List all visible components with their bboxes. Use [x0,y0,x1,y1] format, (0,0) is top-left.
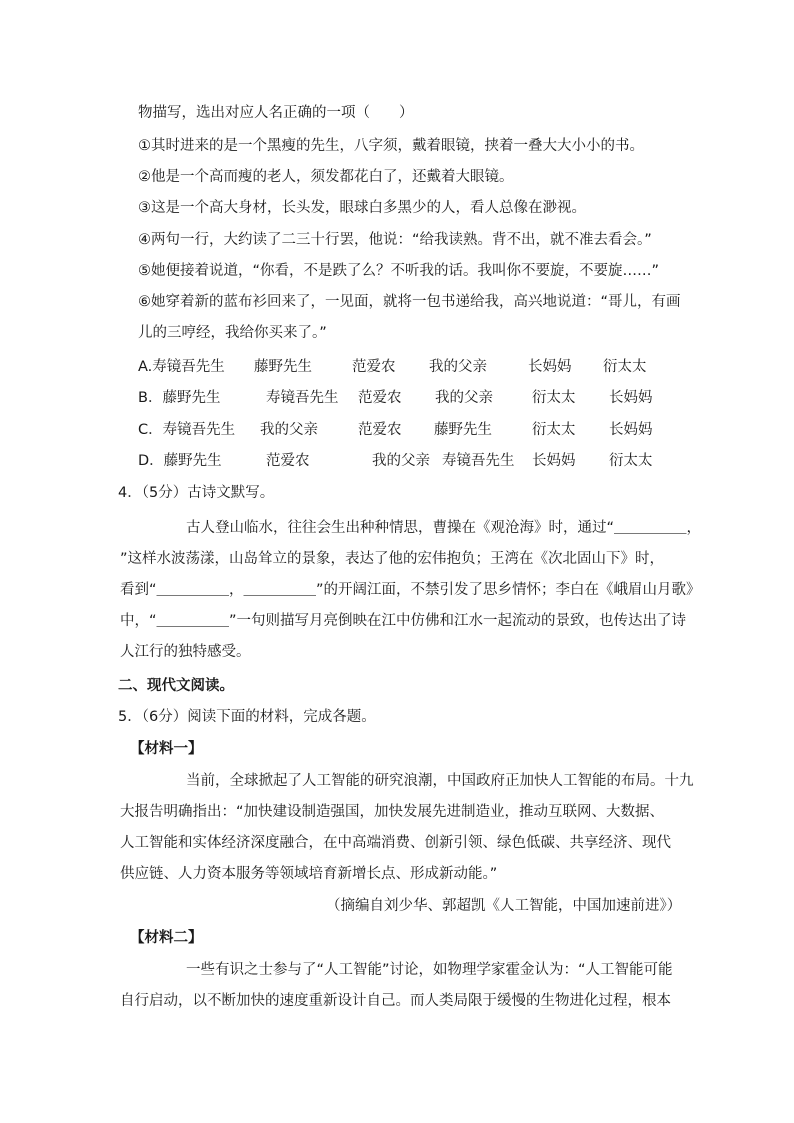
q4-line-2: ”这样水波荡漾，山岛耸立的景象，表达了他的宏伟抱负；王湾在《次北固山下》时， [120,551,665,567]
option-c-label: C．寿镜吾先生 [138,422,236,438]
q3-item-1: ①其时进来的是一个黑瘦的先生，八字须，戴着眼镜，挟着一叠大大小小的书。 [138,138,644,154]
option-a-name-6: 衍太太 [603,359,647,375]
material1-line-3: 人工智能和实体经济深度融合，在中高端消费、创新引领、绿色低碳、共享经济、现代 [120,835,671,851]
option-d-name-5: 长妈妈 [532,453,576,469]
option-a-label: A.寿镜吾先生 [138,359,225,375]
q4-line-5: 人江行的独特感受。 [120,644,251,660]
option-b-name-2: 寿镜吾先生 [266,390,339,406]
option-d-name-4: 寿镜吾先生 [442,453,515,469]
option-a-name-2: 藤野先生 [254,359,312,375]
material2-line-1: 一些有识之士参与了“人工智能”讨论，如物理学家霍金认为：“人工智能可能 [186,962,673,978]
q4-line-4: 中，“＿＿＿＿＿”一句则描写月亮倒映在江中仿佛和江水一起流动的景致，也传达出了诗 [120,613,687,629]
option-b-name-5: 衍太太 [532,390,576,406]
option-d-name-6: 衍太太 [609,453,653,469]
option-d-name-2: 范爱农 [266,453,310,469]
q3-item-4: ④两句一行，大约读了二三十行罢，他说：“给我读熟。背不出，就不准去看会。” [138,232,652,248]
q3-stem-tail: 物描写，选出对应人名正确的一项（ ） [138,105,414,121]
section-title: 二、现代文阅读。 [118,678,234,694]
option-c-name-2: 我的父亲 [260,422,318,438]
option-b-name-3: 范爱农 [358,390,402,406]
q4-line-3: 看到“＿＿＿＿＿，＿＿＿＿＿”的开阔江面，不禁引发了思乡情怀；李白在《峨眉山月歌》 [120,582,701,598]
material2-line-2: 自行启动，以不断加快的速度重新设计自己。而人类局限于缓慢的生物进化过程，根本 [120,993,671,1009]
q3-item-2: ②他是一个高而瘦的老人，须发都花白了，还戴着大眼镜。 [138,169,514,185]
q3-item-6-cont: 儿的三哼经，我给你买来了。” [138,325,327,341]
q3-item-3: ③这是一个高大身材，长头发，眼球白多黑少的人，看人总像在渺视。 [138,200,586,216]
material1-source: （摘编自刘少华、郭超凯《人工智能，中国加速前进》） [326,898,682,914]
option-c-name-6: 长妈妈 [609,422,653,438]
material1-title: 【材料一】 [130,741,203,757]
q4-line-1: 古人登山临水，往往会生出种种情思，曹操在《观沧海》时，通过“＿＿＿＿＿， [186,520,702,536]
option-b-label: B．藤野先生 [138,390,221,406]
q5-header: 5．（6分）阅读下面的材料，完成各题。 [118,709,376,725]
material1-line-2: 大报告明确指出：“加快建设制造强国，加快发展先进制造业，推动互联网、大数据、 [120,804,665,820]
option-b-name-6: 长妈妈 [609,390,653,406]
option-a-name-4: 我的父亲 [429,359,487,375]
q4-header: 4．（5分）古诗文默写。 [118,485,275,501]
material1-line-4: 供应链、人力资本服务等领域培育新增长点、形成新动能。” [120,866,498,882]
material1-line-1: 当前，全球掀起了人工智能的研究浪潮，中国政府正加快人工智能的布局。十九 [186,773,694,789]
option-c-name-5: 衍太太 [532,422,576,438]
option-d-label: D．藤野先生 [138,453,222,469]
option-d-name-3: 我的父亲 [372,453,430,469]
option-c-name-4: 藤野先生 [434,422,492,438]
material2-title: 【材料二】 [130,930,203,946]
option-b-name-4: 我的父亲 [435,390,493,406]
option-a-name-3: 范爱农 [352,359,396,375]
q3-item-6: ⑥她穿着新的蓝布衫回来了，一见面，就将一包书递给我，高兴地说道：“哥儿，有画 [138,294,681,310]
q3-item-5: ⑤她便接着说道，“你看，不是跌了么？不听我的话。我叫你不要旋，不要旋……” [138,263,660,279]
option-a-name-5: 长妈妈 [528,359,572,375]
option-c-name-3: 范爱农 [358,422,402,438]
